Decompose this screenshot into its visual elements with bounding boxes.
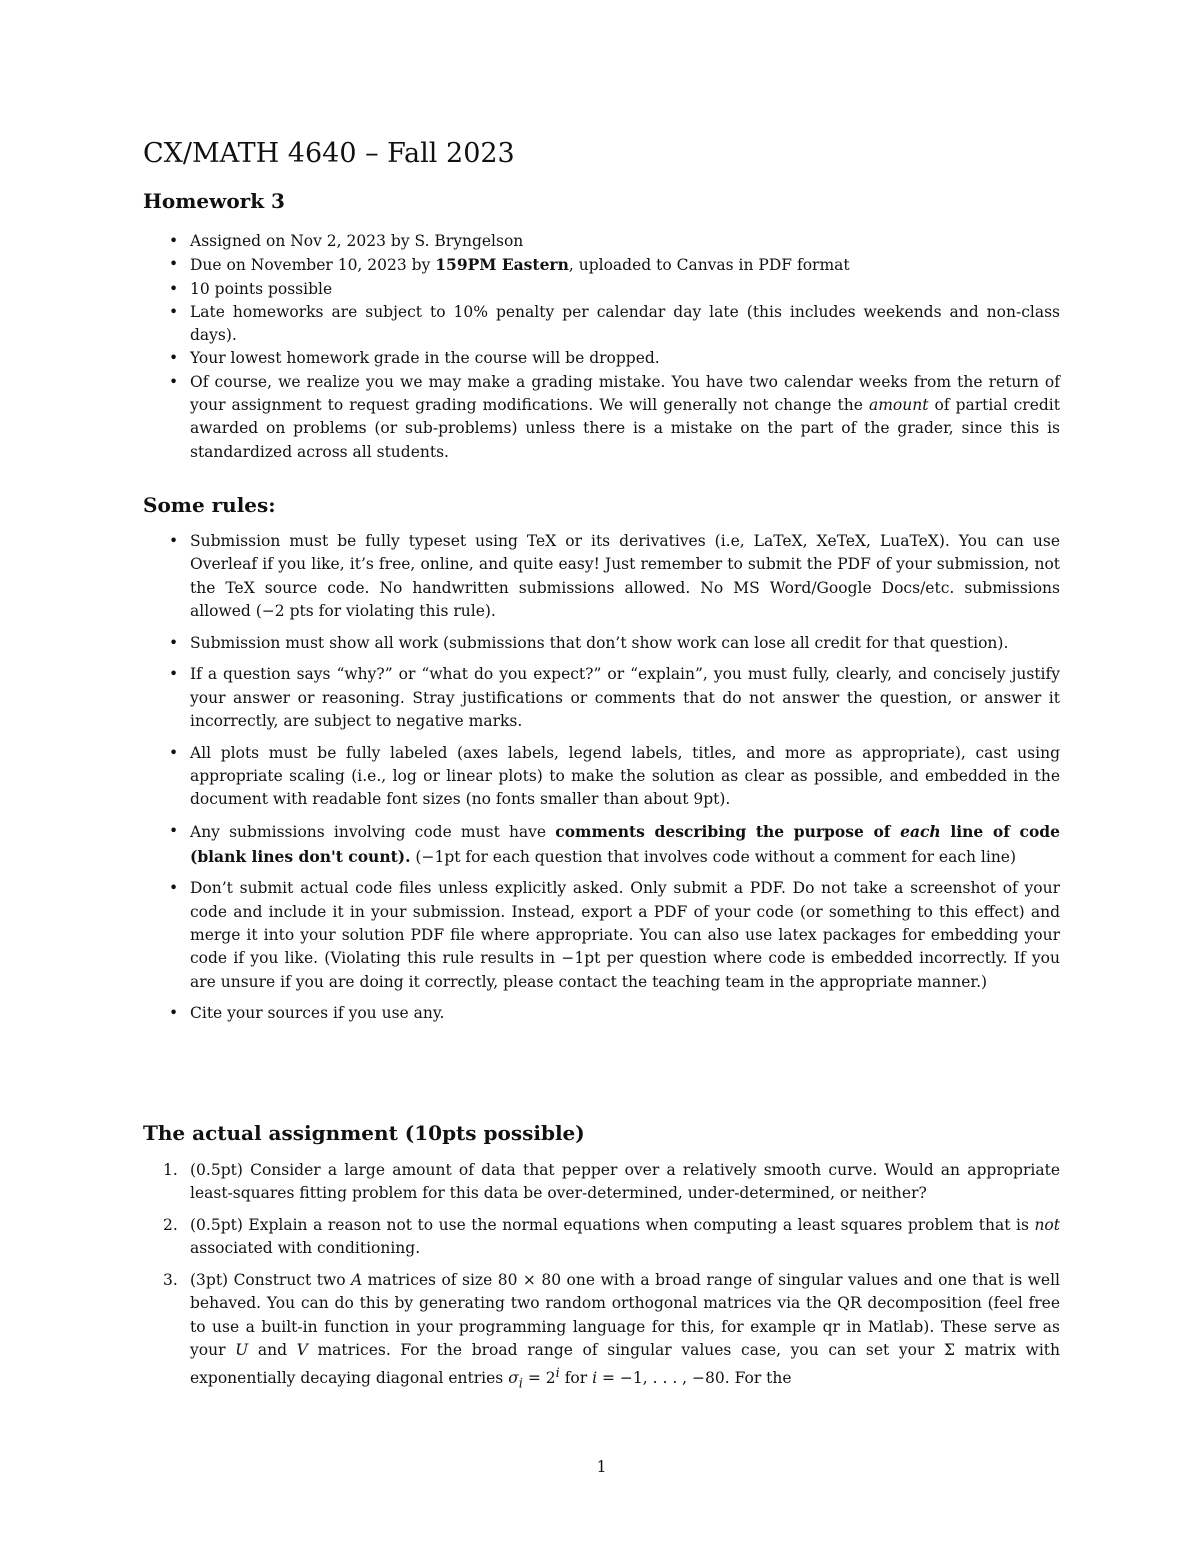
- info-item-due: • Due on November 10, 2023 by 159PM Eastern, uploaded to Canvas in PDF format: [143, 253, 1060, 277]
- rule-code-files: • Don’t submit actual code files unless explicitly asked. Only submit a PDF. Do not take a screenshot of your code and include it in your submission. Instead, export a PDF of your code (or something to this effect) and merge it into your solution PDF file where appropriate. You can also use latex packages for embedding your code if you like. (Violating this rule results in −1pt per question where code is embedded incorrectly. If you are unsure if you are doing it correctly, please contact the teaching team in the appropriate manner.): [143, 877, 1060, 993]
- rule-plots: • All plots must be fully labeled (axes labels, legend labels, titles, and more as appropriate), cast using appropriate scaling (i.e., log or linear plots) to make the solution as clear as possible, and embedded in the document with readable font sizes (no fonts smaller than about 9pt).: [143, 742, 1060, 812]
- due-time: 159PM Eastern: [435, 255, 569, 275]
- course-title: CX/MATH 4640 – Fall 2023: [143, 138, 515, 169]
- rule-typeset: • Submission must be fully typeset using TeX or its derivatives (i.e, LaTeX, XeTeX, LuaTeX). You can use Overleaf if you like, it’s free, online, and quite easy! Just remember to submit the PDF of your submission, not the TeX source code. No handwritten submissions allowed. No MS Word/Google Docs/etc. submissions allowed (−2 pts for violating this rule).: [143, 530, 1060, 623]
- assignment-list: [143, 1159, 1060, 1404]
- rule-justify: • If a question says “why?” or “what do you expect?” or “explain”, you must fully, clearly, and concisely justify your answer or reasoning. Stray justifications or comments that do not answer the question, or answer it incorrectly, are subject to negative marks.: [143, 663, 1060, 733]
- rule-cite-sources: • Cite your sources if you use any.: [143, 1002, 1060, 1025]
- problem-1: 1. (0.5pt) Consider a large amount of data that pepper over a relatively smooth curve. Would an appropriate least-squares fitting problem for this data be over-determined, under-determined, or neither?: [163, 1161, 1060, 1203]
- rules-heading: Some rules:: [143, 493, 276, 517]
- problem-number: 3.: [163, 1271, 178, 1290]
- page-number: 1: [596, 1458, 607, 1476]
- problem-number: 1.: [163, 1161, 178, 1179]
- problem-2: 2. (0.5pt) Explain a reason not to use the normal equations when computing a least squares problem that is not associated with conditioning.: [163, 1216, 1060, 1258]
- rule-show-work: • Submission must show all work (submissions that don’t show work can lose all credit for that question).: [143, 632, 1060, 655]
- homework-info-list: [143, 230, 1060, 464]
- rule-code-comments: • Any submissions involving code must have comments describing the purpose of each line of code (blank lines don't count). (−1pt for each question that involves code without a comment for each line): [143, 820, 1060, 869]
- problem-number: 2.: [163, 1216, 178, 1235]
- problem-3: 3. (3pt) Construct two A matrices of size 80 × 80 one with a broad range of singular values and one that is well behaved. You can do this by generating two random orthogonal matrices via the QR decomposition (feel free to use a built-in function in your programming language for this, for example qr in Matlab). These serve as your U and V matrices. For the broad range of singular values case, you can set your Σ matrix with exponentially decaying diagonal entries $\sigma_i = 2^i$ for i = −1, . . . , −80. For the: [163, 1271, 1060, 1392]
- info-item-points: • 10 points possible: [143, 278, 1060, 301]
- info-item-assigned: • Assigned on Nov 2, 2023 by S. Bryngelson: [143, 230, 1060, 253]
- info-item-dropped-grade: • Your lowest homework grade in the course will be dropped.: [143, 347, 1060, 370]
- assignment-heading: The actual assignment (10pts possible): [143, 1121, 585, 1145]
- homework-title: Homework 3: [143, 189, 285, 213]
- info-item-late-policy: • Late homeworks are subject to 10% penalty per calendar day late (this includes weekends and non-class days).: [143, 301, 1060, 348]
- rules-list: [143, 530, 1060, 1034]
- info-item-regrade: • Of course, we realize you we may make a grading mistake. You have two calendar weeks from the return of your assignment to request grading modifications. We will generally not change the amount of partial credit awarded on problems (or sub-problems) unless there is a mistake on the part of the grader, since this is standardized across all students.: [143, 371, 1060, 464]
